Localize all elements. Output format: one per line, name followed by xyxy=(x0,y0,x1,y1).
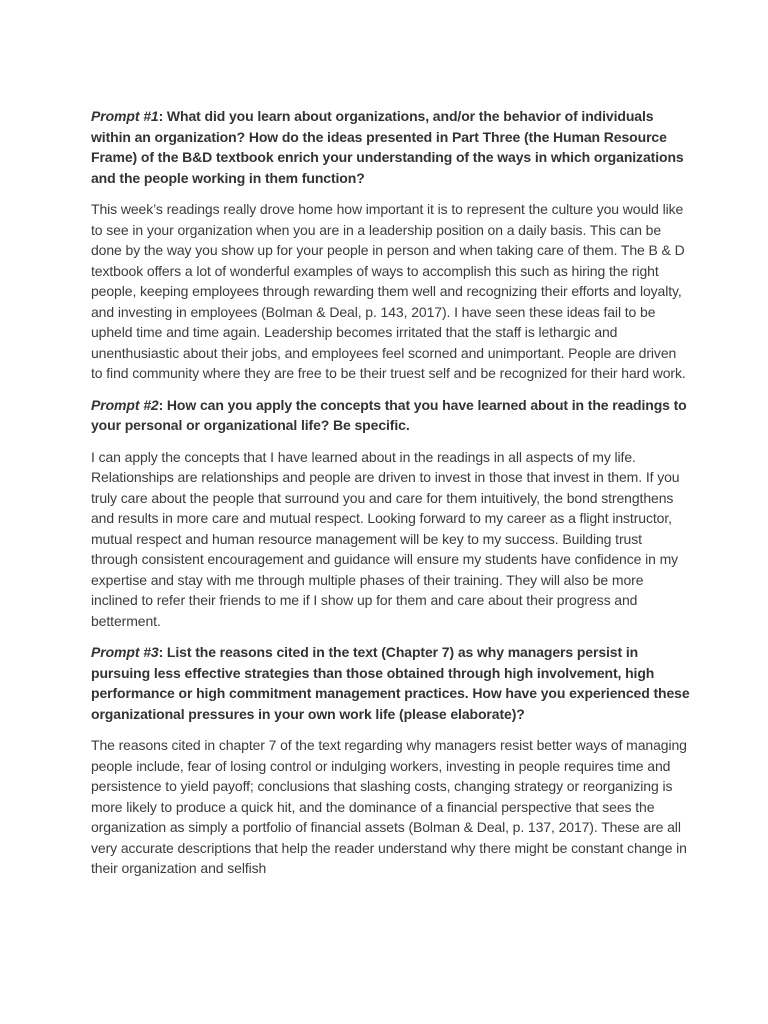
prompt-question-2: : How can you apply the concepts that you have learned about in the readings to your personal or organizational life? Be specific. xyxy=(91,396,687,433)
prompt-section-2 xyxy=(91,395,691,632)
prompt-section-1 xyxy=(91,106,691,384)
answer-paragraph-2: I can apply the concepts that I have learned about in the readings in all aspects of my life. Relationships are relationships and people are driven to invest in those that invest in them. If you truly care about the people that surround you and care for them intuitively, the bond strengthens and results in more care and mutual respect. Looking forward to my career as a flight instructor, mutual respect and human resource management will be key to my success. Building trust through consistent encouragement and guidance will ensure my students have confidence in my expertise and stay with me through multiple phases of their training. They will also be more inclined to refer their friends to me if I show up for them and care about their progress and betterment. xyxy=(91,448,680,629)
prompt-label-3: Prompt #3 xyxy=(91,644,159,660)
prompt-question-3: : List the reasons cited in the text (Chapter 7) as why managers persist in pursuing less effective strategies than those obtained through high involvement, high performance or high commitment management practices. How have you experienced these organizational pressures in your own work life (please elaborate)? xyxy=(91,644,690,722)
prompt-heading-2 xyxy=(91,395,691,436)
prompt-question-1: : What did you learn about organizations, and/or the behavior of individuals within an organization? How do the ideas presented in Part Three (the Human Resource Frame) of the B&D textbook enrich your understanding of the ways in which organizations and the people working in them function? xyxy=(91,108,684,186)
document-page xyxy=(91,106,691,890)
answer-paragraph-3: The reasons cited in chapter 7 of the text regarding why managers resist better ways of managing people include, fear of losing control or indulging workers, investing in people requires time and persistence to yield payoff; conclusions that slashing costs, changing strategy or reorganizing is more likely to produce a quick hit, and the dominance of a financial perspective that sees the organization as simply a portfolio of financial assets (Bolman & Deal, p. 137, 2017). These are all very accurate descriptions that help the reader understand why there might be constant change in their organization and selfish xyxy=(91,737,687,876)
answer-paragraph-1: This week’s readings really drove home how important it is to represent the culture you would like to see in your organization when you are in a leadership position on a daily basis. This can be done by the way you show up for your people in person and when taking care of them. The B & D textbook offers a lot of wonderful examples of ways to accomplish this such as hiring the right people, keeping employees through rewarding them well and recognizing their efforts and loyalty, and investing in employees (Bolman & Deal, p. 143, 2017). I have seen these ideas fail to be upheld time and time again. Leadership becomes irritated that the staff is lethargic and unenthusiastic about their jobs, and employees feel scorned and unimportant. People are driven to find community where they are free to be their truest self and be recognized for their hard work. xyxy=(91,201,686,381)
prompt-label-1: Prompt #1 xyxy=(91,108,159,124)
prompt-heading-1 xyxy=(91,106,691,188)
prompt-label-2: Prompt #2 xyxy=(91,396,159,413)
prompt-section-3 xyxy=(91,642,691,879)
prompt-heading-3 xyxy=(91,642,691,724)
